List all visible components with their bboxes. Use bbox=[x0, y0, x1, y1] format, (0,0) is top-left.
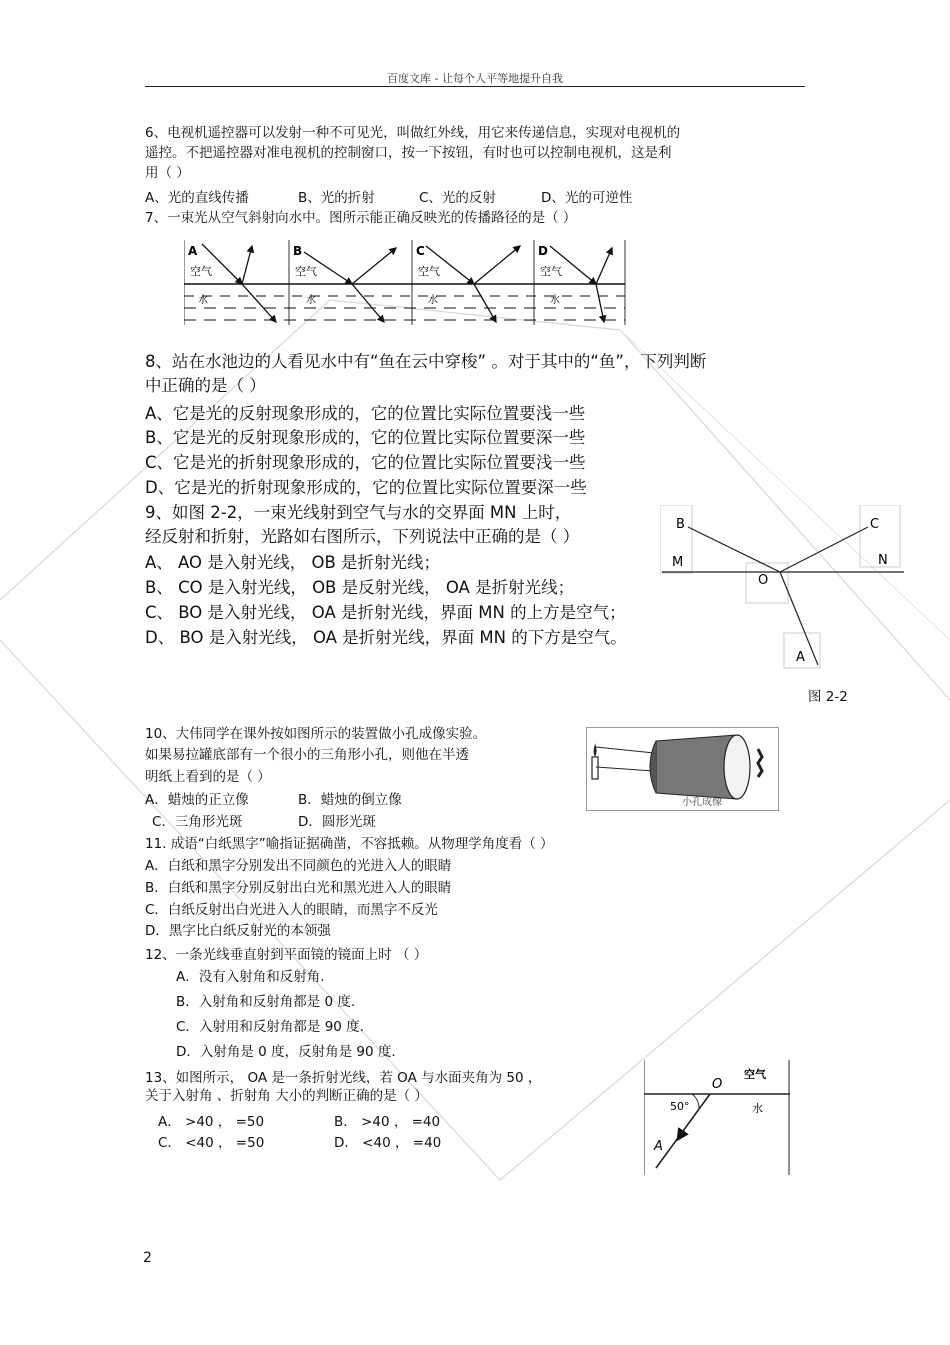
refracted-ray bbox=[242, 284, 276, 322]
q10-option-d: D．圆形光斑 bbox=[298, 814, 376, 830]
ray-bo bbox=[688, 527, 780, 572]
q13-option-b: B． >40 ， =40 bbox=[334, 1114, 441, 1130]
panel-letter: B bbox=[293, 244, 303, 258]
q8-option-b: B、它是光的反射现象形成的，它的位置比实际位置要深一些 bbox=[145, 428, 586, 447]
water-label: 水 bbox=[428, 295, 438, 306]
pinhole-caption: 小孔成像 bbox=[682, 797, 722, 808]
label-o: O bbox=[758, 573, 769, 588]
q9-line1: 9、如图 2-2，一束光线射到空气与水的交界面 MN 上时， bbox=[145, 503, 572, 522]
water-label: 水 bbox=[752, 1102, 763, 1115]
q13-figure bbox=[644, 1060, 790, 1175]
q9-line2: 经反射和折射，光路如右图所示，下列说法中正确的是（ ） bbox=[145, 527, 580, 546]
q8-option-a: A、它是光的反射现象形成的，它的位置比实际位置要浅一些 bbox=[145, 404, 586, 423]
q12-text: 12、一条光线垂直射到平面镜的镜面上时 （ ） bbox=[145, 947, 428, 963]
air-label: 空气 bbox=[418, 265, 440, 278]
q13-line2: 关于入射角 、折射角 大小的判断正确的是（ ） bbox=[145, 1088, 428, 1104]
q10-figure-pinhole bbox=[586, 727, 779, 811]
q12-option-a: A．没有入射角和反射角. bbox=[176, 969, 325, 985]
reflected-ray bbox=[474, 246, 520, 284]
reflected-ray bbox=[352, 248, 396, 284]
q7-panel-b bbox=[293, 244, 396, 322]
q8-option-c: C、它是光的折射现象形成的，它的位置比实际位置要浅一些 bbox=[145, 453, 586, 472]
q8-option-d: D、它是光的折射现象形成的，它的位置比实际位置要深一些 bbox=[145, 478, 587, 497]
translucent-paper bbox=[724, 735, 750, 799]
q6-line3: 用（ ） bbox=[145, 165, 190, 181]
panel-letter: C bbox=[416, 244, 425, 258]
q9-option-b: B、 CO 是入射光线， OB 是反射光线， OA 是折射光线； bbox=[145, 578, 575, 597]
q11-text: 11. 成语“白纸黑字”喻指证据确凿，不容抵赖。从物理学角度看（ ） bbox=[145, 836, 554, 852]
air-label: 空气 bbox=[540, 265, 562, 278]
q10-option-b: B．蜡烛的倒立像 bbox=[298, 792, 402, 808]
page-header: 百度文库 - 让每个人平等地提升自我 bbox=[387, 72, 563, 85]
q6-line2: 遥控。不把遥控器对准电视机的控制窗口，按一下按钮，有时也可以控制电视机，这是利 bbox=[145, 145, 672, 161]
q9-option-a: A、 AO 是入射光线， OB 是折射光线； bbox=[145, 553, 441, 572]
ray-co bbox=[780, 527, 868, 572]
q8-line2: 中正确的是（ ） bbox=[145, 376, 266, 395]
q6-line1: 6、电视机遥控器可以发射一种不可见光，叫做红外线，用它来传递信息，实现对电视机的 bbox=[145, 125, 681, 141]
label-b: B bbox=[676, 517, 685, 532]
q8-line1: 8、站在水池边的人看见水中有“鱼在云中穿梭” 。对于其中的“鱼”，下列判断 bbox=[145, 352, 707, 371]
label-a: A bbox=[796, 650, 805, 665]
q12-option-d: D．入射角是 0 度，反射角是 90 度. bbox=[176, 1044, 396, 1060]
q9-option-c: C、 BO 是入射光线， OA 是折射光线，界面 MN 的上方是空气； bbox=[145, 603, 626, 622]
q11-option-a: A．白纸和黑字分别发出不同颜色的光进入人的眼睛 bbox=[145, 858, 452, 874]
q10-option-c: C．三角形光斑 bbox=[152, 814, 243, 830]
refracted-ray bbox=[596, 284, 604, 322]
q11-option-d: D．黑字比白纸反射光的本领强 bbox=[145, 923, 331, 939]
reflected-ray bbox=[596, 248, 612, 284]
q6-option-b: B、光的折射 bbox=[298, 190, 375, 206]
q12-option-c: C．入射用和反射角都是 90 度. bbox=[176, 1019, 364, 1035]
label-a: A bbox=[654, 1139, 663, 1154]
q7-panel-a bbox=[188, 244, 276, 322]
header-rule bbox=[145, 86, 805, 87]
q10-line3: 明纸上看到的是（ ） bbox=[145, 769, 271, 785]
label-m: M bbox=[672, 555, 684, 570]
air-label: 空气 bbox=[190, 265, 212, 278]
panel-letter: A bbox=[188, 244, 198, 258]
q6-option-d: D、光的可逆性 bbox=[541, 190, 633, 206]
q6-option-c: C、光的反射 bbox=[419, 190, 496, 206]
refracted-ray bbox=[474, 284, 496, 322]
q13-line1: 13、如图所示， OA 是一条折射光线，若 OA 与水面夹角为 50 ， bbox=[145, 1070, 542, 1086]
angle-arc bbox=[692, 1094, 699, 1109]
q10-line2: 如果易拉罐底部有一个很小的三角形小孔，则他在半透 bbox=[145, 747, 469, 763]
air-label: 空气 bbox=[744, 1068, 766, 1081]
label-o: O bbox=[712, 1077, 723, 1092]
q13-option-d: D． <40 ， =40 bbox=[334, 1135, 442, 1151]
q13-option-c: C． <40 ， =50 bbox=[158, 1135, 265, 1151]
water-label: 水 bbox=[306, 295, 316, 306]
incident-ray bbox=[202, 244, 242, 284]
air-label: 空气 bbox=[295, 265, 317, 278]
q7-panel-c bbox=[416, 244, 520, 322]
q9-figure bbox=[660, 505, 908, 670]
refracted-ray bbox=[352, 284, 384, 322]
q11-option-c: C．白纸反射出白光进入人的眼睛，而黑字不反光 bbox=[145, 902, 438, 918]
q7-text: 7、一束光从空气斜射向水中。图所示能正确反映光的传播路径的是（ ） bbox=[145, 210, 577, 226]
label-c: C bbox=[870, 517, 880, 532]
q10-line1: 10、大伟同学在课外按如图所示的装置做小孔成像实验。 bbox=[145, 726, 487, 742]
q10-option-a: A．蜡烛的正立像 bbox=[145, 792, 249, 808]
q11-option-b: B．白纸和黑字分别反射出白光和黑光进入人的眼睛 bbox=[145, 880, 452, 896]
q9-option-d: D、 BO 是入射光线， OA 是折射光线，界面 MN 的下方是空气。 bbox=[145, 628, 627, 647]
q13-option-a: A． >40 ， =50 bbox=[158, 1114, 265, 1130]
angle-label: 50° bbox=[670, 1100, 690, 1113]
label-n: N bbox=[878, 553, 888, 568]
page-number: 2 bbox=[143, 1250, 152, 1266]
water-label: 水 bbox=[550, 295, 560, 306]
q9-figure-caption: 图 2-2 bbox=[808, 689, 848, 705]
q12-option-b: B．入射角和反射角都是 0 度. bbox=[176, 994, 356, 1010]
reflected-ray bbox=[242, 246, 252, 284]
q7-figure bbox=[184, 240, 626, 325]
q7-panel-d bbox=[538, 244, 612, 322]
water-label: 水 bbox=[198, 295, 208, 306]
panel-letter: D bbox=[538, 244, 548, 258]
q6-option-a: A、光的直线传播 bbox=[145, 190, 249, 206]
